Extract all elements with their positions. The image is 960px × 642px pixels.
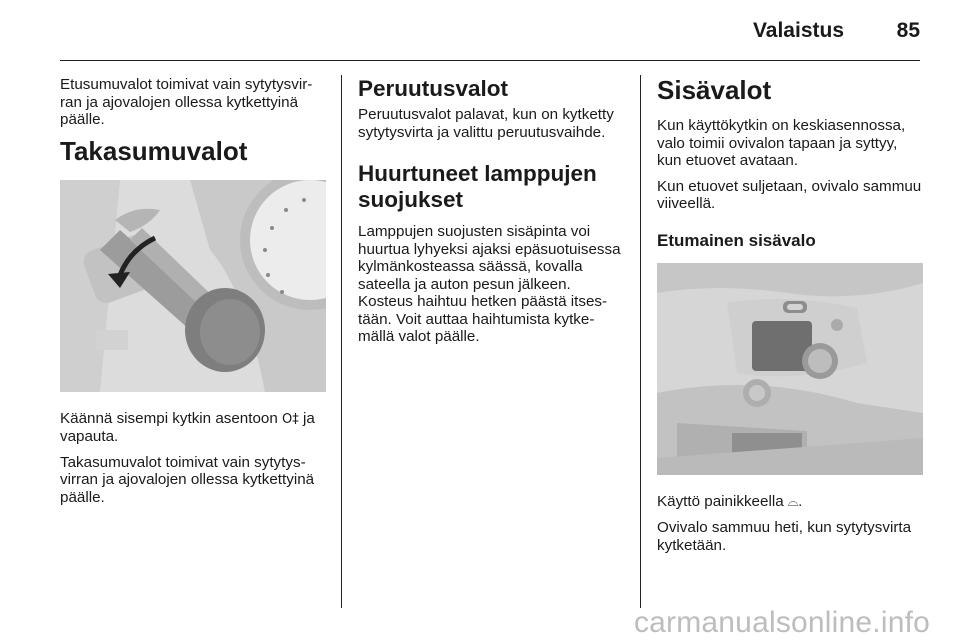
reversing-lights-heading: Peruutusvalot [358,76,509,101]
chapter-title: Valaistus [752,19,844,42]
column-divider-2 [640,75,641,608]
front-courtesy-light-heading: Etumainen sisävalo [657,230,816,250]
rear-fog-light-icon: O‡ [282,411,299,427]
column-3 [657,76,923,562]
interior-lights-delay-text: Kun etuovet suljetaan, ovivalo sammuu viiveellä. [657,177,922,212]
header-rule [60,60,920,61]
page-header [0,0,960,62]
courtesy-light-note: Ovivalo sammuu heti, kun sytytysvirta kytketään. [657,519,912,554]
reversing-lights-text: Peruutusvalot palavat, kun on kytketty sytytysvirta ja valittu peruutusvaihde. [358,106,614,141]
rear-fog-switch-illustration [60,180,326,392]
misted-lamps-text: Lamppujen suojusten sisäpinta voi huurtua lyhyeksi ajaksi epäsuotuisessa kylmänkosteassa säässä, kovalla sateella ja auton pesun jälkeen. Kosteus haihtuu hetken päästä itsestään. Voit auttaa haihtumista kytkemällä valot päälle. [358,223,621,345]
front-fog-note: Etusumuvalot toimivat vain sytytysvirran ja ajovalojen ollessa kytkettyinä päälle. [60,76,313,128]
interior-lights-heading: Sisävalot [657,75,772,105]
courtesy-light-illustration [657,263,923,475]
interior-lamp-icon: ⌓ [787,494,799,510]
courtesy-light-instruction: Käyttö painikkeella ⌓. [657,492,803,510]
column-divider-1 [341,75,342,608]
page-number: 85 [896,19,920,42]
rear-fog-instruction: Käännä sisempi kytkin asentoon O‡ ja vapauta. [60,409,315,445]
rear-fog-heading: Takasumuvalot [60,135,248,166]
interior-lights-text: Kun käyttökytkin on keskiasennossa, valo toimii ovivalon tapaan ja syttyy, kun etuovet avataan. [657,117,906,169]
misted-lamps-heading: Huurtuneet lamppujen suojukset [358,161,597,212]
column-2 [358,76,624,354]
rear-fog-note: Takasumuvalot toimivat vain sytytysvirran ja ajovalojen ollessa kytkettyinä päälle. [60,453,315,506]
column-1 [60,76,326,514]
watermark: carmanualsonline.info [633,606,930,639]
